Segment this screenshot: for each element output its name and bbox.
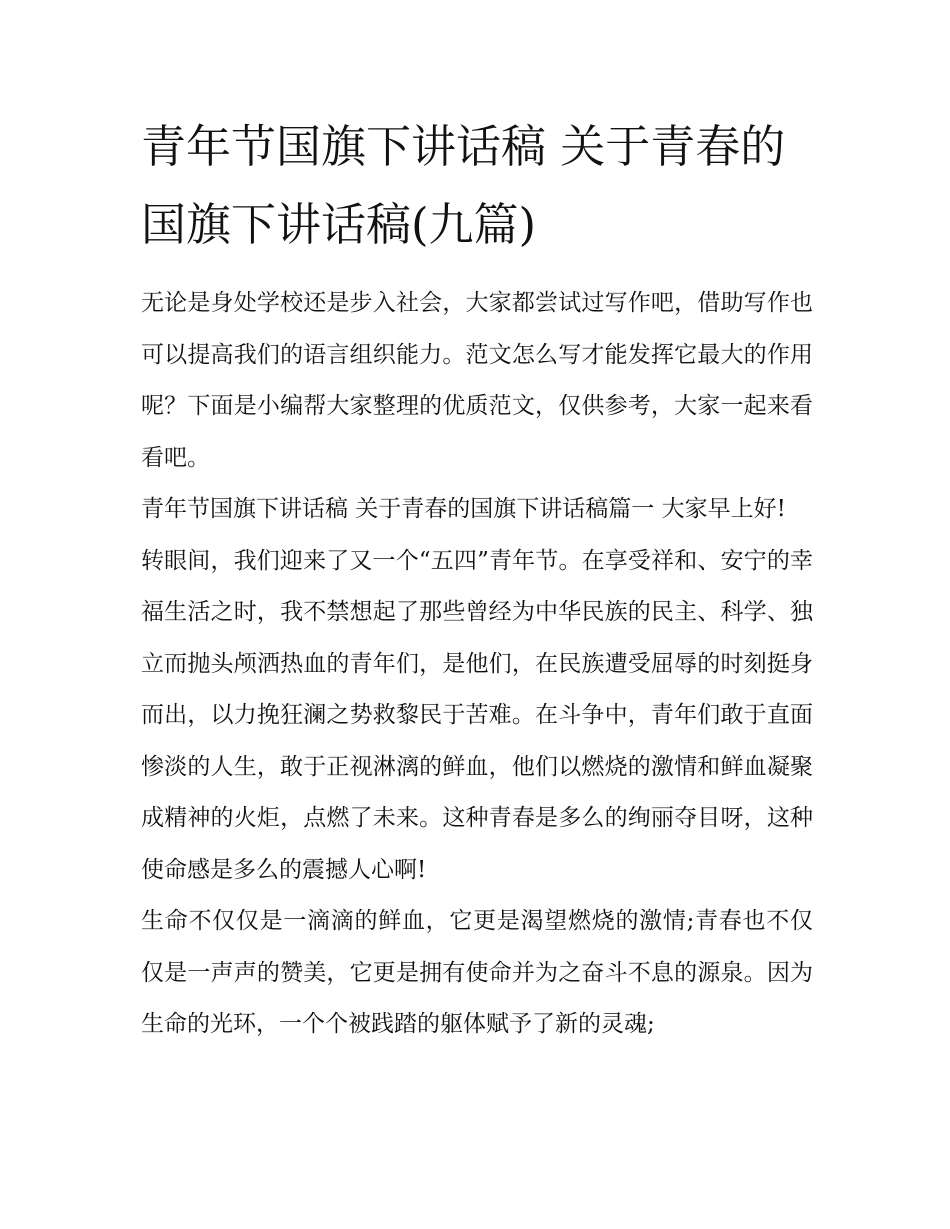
document-body xyxy=(141,278,813,1051)
paragraph-may-fourth: 转眼间，我们迎来了又一个“五四”青年节。在享受祥和、安宁的幸福生活之时，我不禁想起了那些曾经为中华民族的民主、科学、独立而抛头颅洒热血的青年们，是他们，在民族遭受屈辱的时刻挺身而出，以力挽狂澜之势救黎民于苦难。在斗争中，青年们敢于直面惨淡的人生，敢于正视淋漓的鲜血，他们以燃烧的激情和鲜血凝聚成精神的火炬，点燃了未来。这种青春是多么的绚丽夺目呀，这种使命感是多么的震撼人心啊! xyxy=(141,547,813,883)
paragraph-greeting: 青年节国旗下讲话稿 关于青春的国旗下讲话稿篇一 大家早上好! xyxy=(141,496,786,522)
paragraph-intro: 无论是身处学校还是步入社会，大家都尝试过写作吧，借助写作也可以提高我们的语言组织能力。范文怎么写才能发挥它最大的作用呢？下面是小编帮大家整理的优质范文，仅供参考，大家一起来看看吧。 xyxy=(141,290,813,471)
document-title: 青年节国旗下讲话稿 关于青春的国旗下讲话稿(九篇) xyxy=(141,120,786,251)
paragraph-life: 生命不仅仅是一滴滴的鲜血，它更是渴望燃烧的激情;青春也不仅仅是一声声的赞美，它更是拥有使命并为之奋斗不息的源泉。因为生命的光环，一个个被践踏的躯体赋予了新的灵魂; xyxy=(141,908,813,1037)
document-page xyxy=(141,108,813,1051)
